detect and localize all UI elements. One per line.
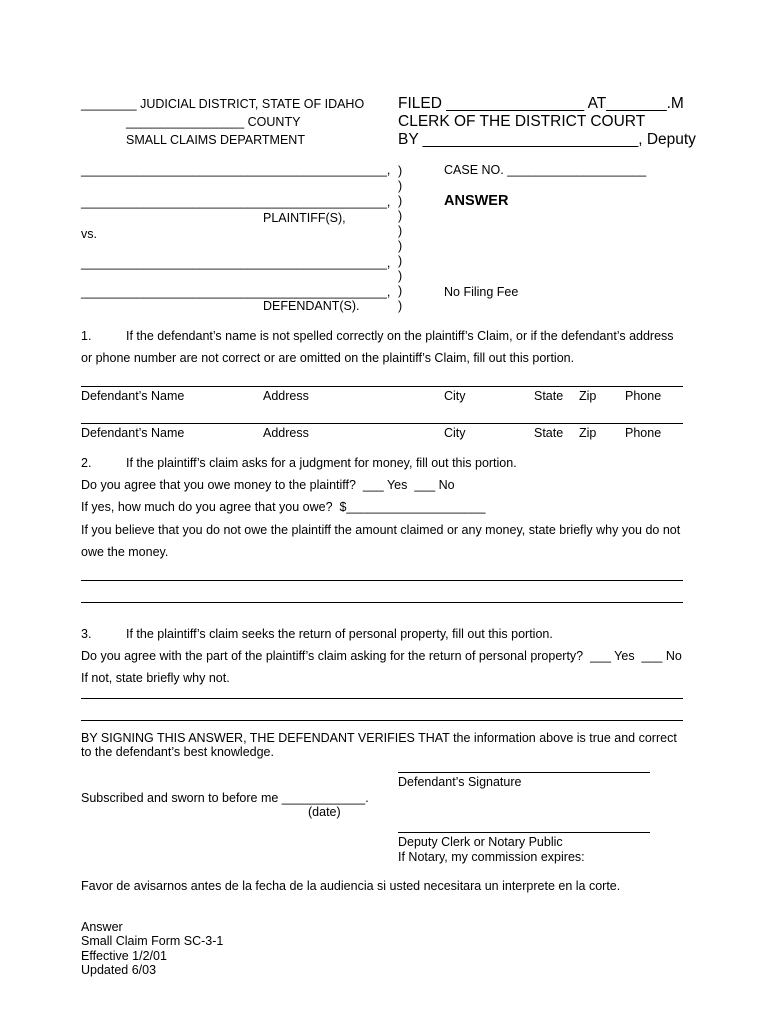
phone-label: Phone xyxy=(625,389,662,403)
caption-paren: ) xyxy=(398,239,403,253)
date-label: (date) xyxy=(308,805,341,819)
defendant-name-label: Defendant’s Name xyxy=(81,426,185,440)
caption-paren: ) xyxy=(398,254,403,268)
plaintiffs-label: PLAINTIFF(S), xyxy=(263,211,346,225)
no-filing-fee-label: No Filing Fee xyxy=(444,285,519,299)
caption-paren: ) xyxy=(398,209,403,223)
state-label: State xyxy=(534,426,564,440)
city-label: City xyxy=(444,426,466,440)
case-number-field[interactable]: CASE NO. ____________________ xyxy=(444,163,647,177)
notary-commission-label: If Notary, my commission expires: xyxy=(398,850,585,864)
county-line: _________________ COUNTY xyxy=(126,115,301,129)
owe-money-question[interactable]: Do you agree that you owe money to the plaintiff? ___ Yes ___ No xyxy=(81,478,455,492)
zip-label: Zip xyxy=(579,426,597,440)
section-2-number: 2. xyxy=(81,456,92,470)
explanation-line[interactable] xyxy=(81,698,683,699)
section-3-number: 3. xyxy=(81,627,92,641)
city-label: City xyxy=(444,389,466,403)
section-1-text-line-1: If the defendant’s name is not spelled correctly on the plaintiff’s Claim, or if the defendant’s address xyxy=(126,329,674,343)
explanation-line[interactable] xyxy=(81,602,683,603)
department-line: SMALL CLAIMS DEPARTMENT xyxy=(126,133,305,147)
clerk-signature-line[interactable] xyxy=(398,832,650,833)
plaintiff-name-line-1[interactable]: ____________________________________________, xyxy=(81,163,391,177)
amount-owed-question[interactable]: If yes, how much do you agree that you owe? $____________________ xyxy=(81,500,486,514)
section-3-heading: If the plaintiff’s claim seeks the return of personal property, fill out this portion. xyxy=(126,627,553,641)
document-title: ANSWER xyxy=(444,193,509,209)
deputy-line: BY _________________________, Deputy xyxy=(398,131,696,148)
caption-paren: ) xyxy=(398,164,403,178)
address-entry-line-2[interactable] xyxy=(81,423,683,424)
explanation-line[interactable] xyxy=(81,720,683,721)
defendant-signature-line[interactable] xyxy=(398,772,650,773)
address-label: Address xyxy=(263,389,309,403)
footer-form-name: Answer xyxy=(81,920,123,934)
interpreter-note: Favor de avisarnos antes de la fecha de la audiencia si usted necesitara un interprete en la corte. xyxy=(81,879,621,893)
caption-paren: ) xyxy=(398,299,403,313)
section-1-number: 1. xyxy=(81,329,92,343)
dispute-reason-line-2: owe the money. xyxy=(81,545,169,559)
deputy-clerk-label: Deputy Clerk or Notary Public xyxy=(398,835,563,849)
address-entry-line-1[interactable] xyxy=(81,386,683,387)
verification-line-1: BY SIGNING THIS ANSWER, THE DEFENDANT VERIFIES THAT the information above is true and correct xyxy=(81,731,677,745)
defendant-signature-label: Defendant’s Signature xyxy=(398,775,522,789)
clerk-line: CLERK OF THE DISTRICT COURT xyxy=(398,113,646,130)
versus-label: vs. xyxy=(81,227,97,241)
return-property-question[interactable]: Do you agree with the part of the plaintiff’s claim asking for the return of personal property? ___ Yes ___ No xyxy=(81,649,682,663)
filed-line: FILED ________________ AT_______.M xyxy=(398,95,684,112)
section-1-text-line-2: or phone number are not correct or are omitted on the plaintiff’s Claim, fill out this portion. xyxy=(81,351,575,365)
caption-paren: ) xyxy=(398,284,403,298)
caption-paren: ) xyxy=(398,194,403,208)
subscribed-sworn-line[interactable]: Subscribed and sworn to before me ____________. xyxy=(81,791,369,805)
defendant-name-line-2[interactable]: ____________________________________________, xyxy=(81,285,391,299)
caption-paren: ) xyxy=(398,269,403,283)
defendant-name-label: Defendant’s Name xyxy=(81,389,185,403)
dispute-reason-line-1: If you believe that you do not owe the plaintiff the amount claimed or any money, state briefly why you do not xyxy=(81,523,681,537)
explanation-line[interactable] xyxy=(81,580,683,581)
footer-effective-date: Effective 1/2/01 xyxy=(81,949,167,963)
why-not-label: If not, state briefly why not. xyxy=(81,671,230,685)
zip-label: Zip xyxy=(579,389,597,403)
plaintiff-name-line-2[interactable]: ____________________________________________, xyxy=(81,195,391,209)
defendants-label: DEFENDANT(S). xyxy=(263,299,360,313)
defendant-name-line-1[interactable]: ____________________________________________, xyxy=(81,256,391,270)
footer-updated-date: Updated 6/03 xyxy=(81,963,157,977)
verification-line-2: to the defendant’s best knowledge. xyxy=(81,745,274,759)
footer-form-number: Small Claim Form SC-3-1 xyxy=(81,934,224,948)
phone-label: Phone xyxy=(625,426,662,440)
caption-paren: ) xyxy=(398,224,403,238)
section-2-heading: If the plaintiff’s claim asks for a judgment for money, fill out this portion. xyxy=(126,456,517,470)
state-label: State xyxy=(534,389,564,403)
judicial-district-line: ________ JUDICIAL DISTRICT, STATE OF IDAHO xyxy=(81,97,365,111)
caption-paren: ) xyxy=(398,179,403,193)
address-label: Address xyxy=(263,426,309,440)
